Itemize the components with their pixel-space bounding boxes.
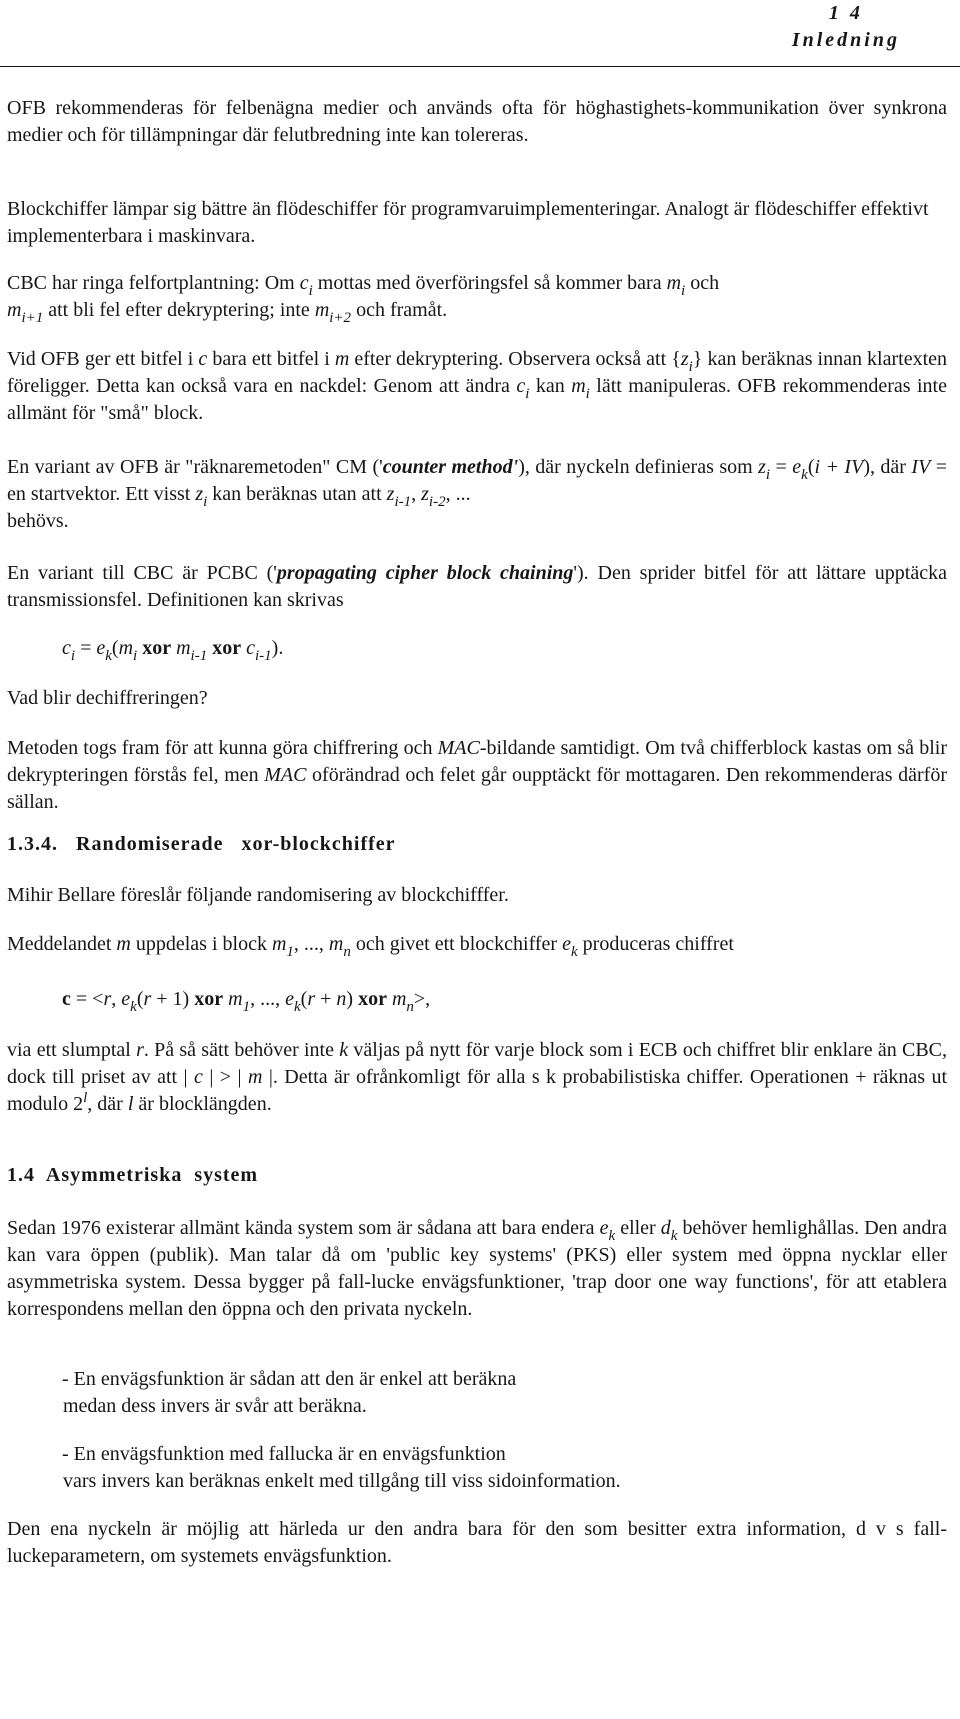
paragraph-pcbc: En variant till CBC är PCBC ('propagating cipher block chaining'). Den sprider bitfel för att lättare upptäcka transmissionsfel. Definitionen kan skrivas [7,562,947,611]
list-item-line: vars invers kan beräknas enkelt med tillgång till viss sidoinformation. [63,1470,621,1492]
equation-pcbc: $c_i = e_k(m_i$ xor $m_{i-1}$ xor $c_{i-1}$). [62,637,284,664]
paragraph-blockchiffer: Blockchiffer lämpar sig bättre än flödeschiffer för programvaruimplementeringar. Analogt är flödeschiffer effektivt implementerbara i maskinvara. [7,198,929,247]
paragraph-slumptal: via ett slumptal r. På så sätt behöver inte k väljas på nytt för varje block som i ECB och chiffret blir enklare än CBC, dock till priset av att | c | > | m |. Detta är ofrånkomligt för alla s k probabilistiska chiffer. Operationen + räknas ut modulo 2$^l$, där l är blocklängden. [7,1039,948,1115]
paragraph-ofb-usage: OFB rekommenderas för felbenägna medier och används ofta för höghastighets-kommunikation över synkrona medier och för tillämpningar där felutbredning inte kan tolereras. [7,97,947,146]
list-item [62,1366,862,1420]
list-item-line: - En envägsfunktion är sådan att den är enkel att beräkna [62,1368,517,1390]
paragraph-cm: En variant av OFB är "räknaremetoden" CM ('counter method'), där nyckeln definieras som $z_i = e_k(i + IV)$, där IV = en startvektor. Ett visst $z_i$ kan beräknas utan att $z_{i-1}$, $z_{i-2}$, ... behövs. [7,456,948,532]
paragraph-asymmetric: Sedan 1976 existerar allmänt kända system som är sådana att bara endera $e_k$ eller $d_k$ behöver hemlighållas. Den andra kan vara öppen (publik). Man talar då om 'public key systems' (PKS) eller system med öppna nycklar eller asymmetriska system. Dessa bygger på fall-lucke envägsfunktioner, 'trap door one way functions', för att etablera korrespondens mellan den öppna och den privata nyckeln. [7,1217,947,1320]
header-rule [0,66,960,67]
paragraph-cbc: CBC har ringa felfortplantning: Om $c_i$ mottas med överföringsfel så kommer bara $m_i$ och $m_{i+1}$ att bli fel efter dekryptering; inte $m_{i+2}$ och framåt. [7,272,720,326]
list-item-line: medan dess invers är svår att beräkna. [63,1395,367,1417]
paragraph-ofb-bitfel: Vid OFB ger ett bitfel i c bara ett bitfel i m efter dekryptering. Observera också att $\{z_i\}$ kan beräknas innan klartexten föreligger. Detta kan också vara en nackdel: Genom att ändra $c_i$ kan $m_i$ lätt manipuleras. OFB rekommenderas inte allmänt för "små" block. [7,348,948,424]
section-heading-1-3-4: 1.3.4. Randomiserade xor-blockchiffer [7,833,396,855]
equation-randomized: c = <r, $e_k(r + 1)$ xor $m_1$, ..., $e_k(r + n)$ xor $m_n>$, [62,988,431,1015]
question-text: Vad blir dechiffreringen? [7,687,208,709]
list-item-line: - En envägsfunktion med fallucka är en envägsfunktion [62,1443,506,1465]
paragraph-bellare: Mihir Bellare föreslår följande randomisering av blockchifffer. [7,884,509,906]
section-heading-1-4: 1.4 Asymmetriska system [7,1164,259,1186]
paragraph-fall-lucka: Den ena nyckeln är möjlig att härleda ur den andra bara för den som besitter extra information, d v s fall-luckeparametern, om systemets envägsfunktion. [7,1518,947,1567]
list-item [62,1441,862,1495]
chapter-title: Inledning [791,29,900,51]
paragraph-meddelandet: Meddelandet m uppdelas i block $m_1$, ..., $m_n$ och givet ett blockchiffer $e_k$ produceras chiffret [7,933,734,960]
paragraph-mac: Metoden togs fram för att kunna göra chiffrering och MAC-bildande samtidigt. Om två chifferblock kastas om så blir dekrypteringen förstås fel, men MAC oförändrad och felet går oupptäckt för mottagaren. Den rekommenderas därför sällan. [7,737,948,813]
page-number: 1 4 [828,2,863,24]
running-header [792,0,900,54]
